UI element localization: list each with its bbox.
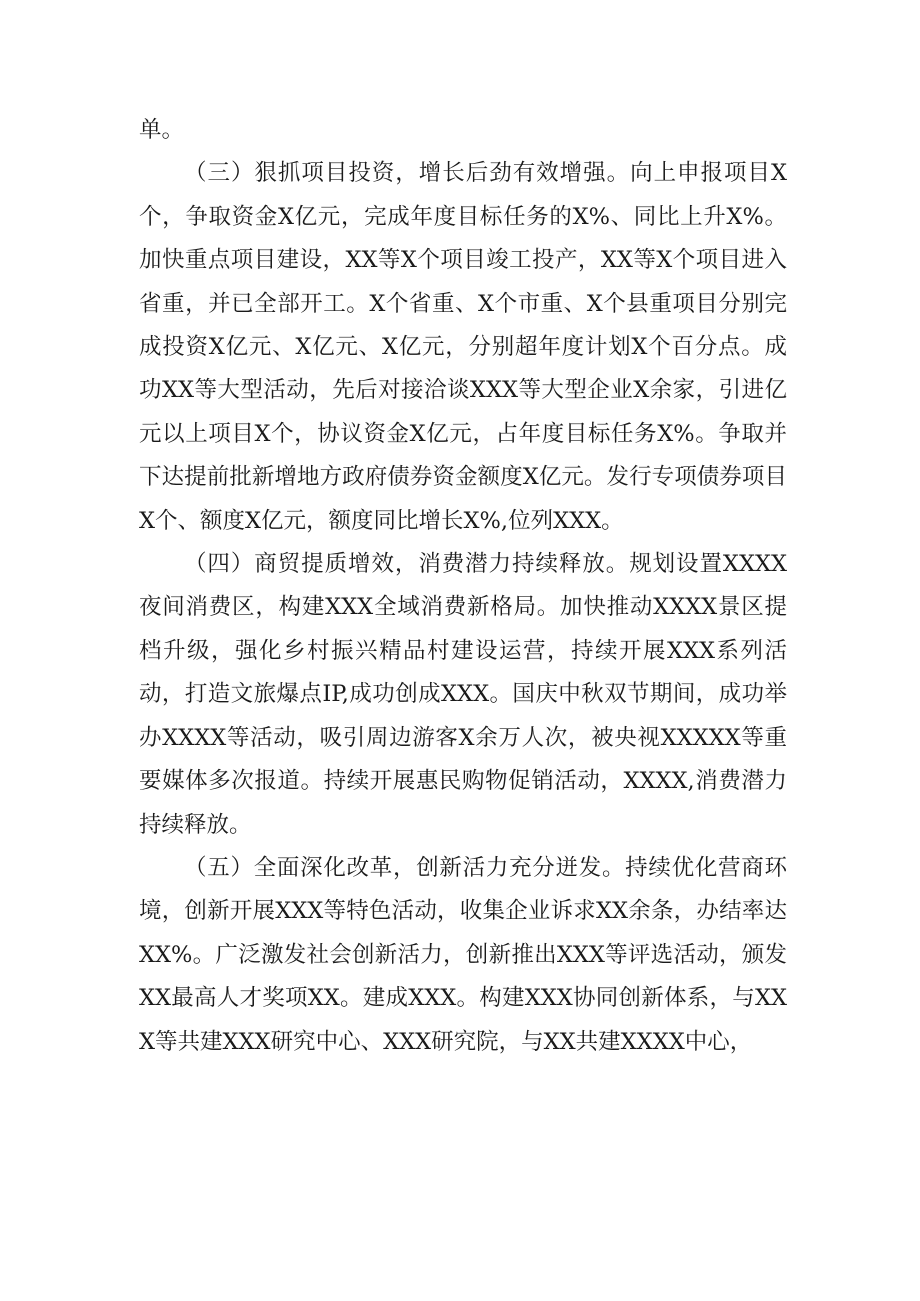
paragraph-reform-innovation: （五）全面深化改革，创新活力充分迸发。持续优化营商环境，创新开展XXX等特色活动，收集企业诉求XX余条，办结率达XX%。广泛激发社会创新活力，创新推出XXX等评选活动，颁发XX最高人才奖项XX。建成XXX。构建XXX协同创新体系，与XXX等共建XXX研究中心、XXX研究院，与XX共建XXXX中心，: [139, 854, 787, 1055]
paragraph-commerce-consumption: （四）商贸提质增效，消费潜力持续释放。规划设置XXXX夜间消费区，构建XXX全域消费新格局。加快推动XXXX景区提档升级，强化乡村振兴精品村建设运营，持续开展XXX系列活动，打造文旅爆点IP,成功创成XXX。国庆中秋双节期间，成功举办XXXX等活动，吸引周边游客X余万人次，被央视XXXXX等重要媒体多次报道。持续开展惠民购物促销活动，XXXX,消费潜力持续释放。: [139, 551, 787, 838]
paragraph-project-investment: （三）狠抓项目投资，增长后劲有效增强。向上申报项目X个，争取资金X亿元，完成年度目标任务的X%、同比上升X%。加快重点项目建设，XX等X个项目竣工投产，XX等X个项目进入省重，并已全部开工。X个省重、X个市重、X个县重项目分别完成投资X亿元、X亿元、X亿元，分别超年度计划X个百分点。成功XX等大型活动，先后对接洽谈XXX等大型企业X余家，引进亿元以上项目X个，协议资金X亿元，占年度目标任务X%。争取并下达提前批新增地方政府债券资金额度X亿元。发行专项债券项目X个、额度X亿元，额度同比增长X%,位列XXX。: [139, 160, 787, 534]
paragraph-continuation: 单。: [139, 117, 185, 143]
document-body: [139, 109, 787, 1064]
